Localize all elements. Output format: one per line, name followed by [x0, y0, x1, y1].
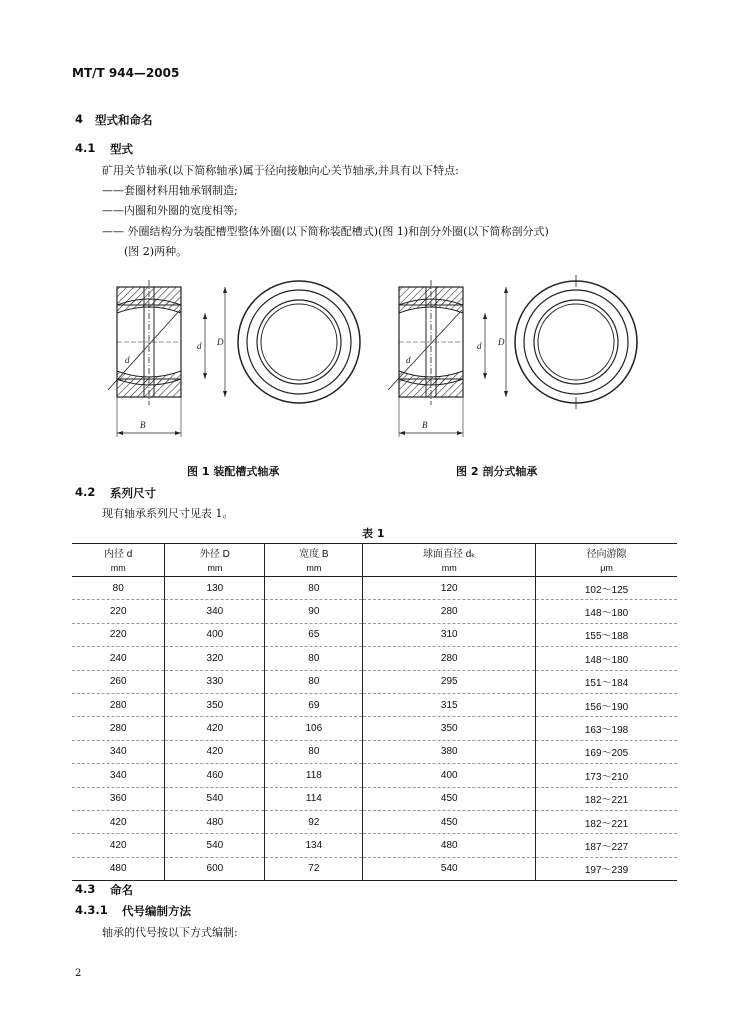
unit-cell: μm — [536, 560, 677, 577]
fig1-front-view — [238, 281, 360, 403]
bearing-series-table — [72, 543, 677, 881]
table-cell: 156～190 — [536, 693, 677, 716]
svg-text:B: B — [422, 420, 428, 430]
table-cell: 480 — [363, 834, 536, 857]
fig2-section-view — [388, 280, 508, 437]
fig2-front-view — [515, 275, 637, 409]
table-cell: 450 — [363, 787, 536, 810]
table-cell: 118 — [265, 764, 363, 787]
table-row — [72, 717, 677, 740]
table-cell: 280 — [363, 647, 536, 670]
table-cell: 240 — [72, 647, 165, 670]
table-row — [72, 764, 677, 787]
table-row — [72, 623, 677, 646]
table-body — [72, 577, 677, 881]
bearing-figures — [0, 265, 742, 440]
table-row — [72, 600, 677, 623]
table-cell: 295 — [363, 670, 536, 693]
figure-1-caption: 图 1 装配槽式轴承 — [187, 465, 280, 478]
table-row — [72, 810, 677, 833]
table-cell: 460 — [165, 764, 265, 787]
figure-2-caption: 图 2 剖分式轴承 — [456, 465, 538, 478]
table-cell: 280 — [363, 600, 536, 623]
header-radial-clearance: 径向游隙 — [536, 544, 677, 561]
table-cell: 480 — [72, 857, 165, 880]
fig1-section-view — [108, 280, 227, 437]
table-cell: 130 — [165, 577, 265, 600]
table-cell: 400 — [363, 764, 536, 787]
table-cell: 450 — [363, 810, 536, 833]
section-4-3-1-title: 代号编制方法 — [122, 904, 191, 918]
svg-text:d: d — [197, 341, 202, 351]
table-row — [72, 857, 677, 880]
table-cell: 480 — [165, 810, 265, 833]
table-cell: 106 — [265, 717, 363, 740]
table-cell: 420 — [72, 834, 165, 857]
section-4-2-number: 4.2 — [75, 485, 96, 499]
table-row — [72, 740, 677, 763]
table-cell: 80 — [72, 577, 165, 600]
table-cell: 80 — [265, 647, 363, 670]
table-row — [72, 670, 677, 693]
header-inner-diameter: 内径 d — [72, 544, 165, 561]
header-width: 宽度 B — [265, 544, 363, 561]
table-cell: 80 — [265, 740, 363, 763]
svg-text:D: D — [498, 337, 505, 347]
bullet-1: ——套圈材料用轴承钢制造; — [102, 184, 238, 197]
table-row — [72, 647, 677, 670]
table-cell: 220 — [72, 600, 165, 623]
table-cell: 420 — [165, 717, 265, 740]
table-row — [72, 787, 677, 810]
table-row — [72, 693, 677, 716]
unit-cell: mm — [265, 560, 363, 577]
svg-text:d: d — [406, 355, 411, 365]
table-cell: 148～180 — [536, 600, 677, 623]
table-cell: 360 — [72, 787, 165, 810]
section-4-title: 型式和命名 — [95, 113, 153, 127]
table-cell: 315 — [363, 693, 536, 716]
header-sphere-diameter: 球面直径 dₖ — [363, 544, 536, 561]
table-cell: 197～239 — [536, 857, 677, 880]
table-cell: 350 — [165, 693, 265, 716]
table-header-row — [72, 544, 677, 561]
table-cell: 340 — [72, 740, 165, 763]
table-cell: 173～210 — [536, 764, 677, 787]
svg-text:d: d — [125, 355, 130, 365]
table-cell: 169～205 — [536, 740, 677, 763]
table-cell: 80 — [265, 577, 363, 600]
table-cell: 182～221 — [536, 810, 677, 833]
section-4-1-intro: 矿用关节轴承(以下简称轴承)属于径向接触向心关节轴承,并具有以下特点: — [102, 164, 459, 177]
bullet-2: ——内圈和外圈的宽度相等; — [102, 204, 238, 217]
standard-number: MT/T 944—2005 — [72, 66, 180, 80]
table-title: 表 1 — [362, 527, 385, 540]
section-4-1-title: 型式 — [110, 142, 133, 156]
table-cell: 280 — [72, 717, 165, 740]
page-number: 2 — [75, 968, 82, 979]
table-cell: 540 — [165, 787, 265, 810]
header-outer-diameter: 外径 D — [165, 544, 265, 561]
unit-cell: mm — [72, 560, 165, 577]
section-4-3-title: 命名 — [110, 883, 133, 897]
table-cell: 92 — [265, 810, 363, 833]
table-cell: 151～184 — [536, 670, 677, 693]
table-cell: 310 — [363, 623, 536, 646]
table-cell: 340 — [165, 600, 265, 623]
section-4-number: 4 — [75, 112, 84, 126]
table-cell: 540 — [165, 834, 265, 857]
table-cell: 350 — [363, 717, 536, 740]
table-cell: 280 — [72, 693, 165, 716]
table-cell: 80 — [265, 670, 363, 693]
table-cell: 420 — [72, 810, 165, 833]
section-4-3-number: 4.3 — [75, 882, 96, 896]
table-cell: 540 — [363, 857, 536, 880]
table-row — [72, 834, 677, 857]
table-cell: 102～125 — [536, 577, 677, 600]
unit-cell: mm — [165, 560, 265, 577]
svg-text:D: D — [217, 337, 224, 347]
table-cell: 330 — [165, 670, 265, 693]
section-4-2-title: 系列尺寸 — [110, 486, 156, 500]
section-4-2-intro: 现有轴承系列尺寸见表 1。 — [102, 507, 234, 520]
table-cell: 148～180 — [536, 647, 677, 670]
table-row — [72, 577, 677, 600]
table-cell: 163～198 — [536, 717, 677, 740]
table-cell: 72 — [265, 857, 363, 880]
table-cell: 69 — [265, 693, 363, 716]
bullet-3: —— 外圈结构分为装配槽型整体外圈(以下简称装配槽式)(图 1)和剖分外圈(以下简称剖分式) — [102, 225, 549, 238]
table-cell: 187～227 — [536, 834, 677, 857]
table-cell: 420 — [165, 740, 265, 763]
svg-text:B: B — [140, 420, 146, 430]
table-cell: 220 — [72, 623, 165, 646]
table-cell: 600 — [165, 857, 265, 880]
bullet-3-continued: (图 2)两种。 — [124, 245, 188, 258]
table-cell: 114 — [265, 787, 363, 810]
table-units-row — [72, 560, 677, 577]
table-cell: 90 — [265, 600, 363, 623]
table-cell: 182～221 — [536, 787, 677, 810]
table-cell: 380 — [363, 740, 536, 763]
section-4-1-number: 4.1 — [75, 141, 96, 155]
table-cell: 400 — [165, 623, 265, 646]
svg-text:d: d — [477, 341, 482, 351]
table-cell: 340 — [72, 764, 165, 787]
section-4-3-1-number: 4.3.1 — [75, 903, 108, 917]
section-4-3-1-text: 轴承的代号按以下方式编制: — [102, 926, 238, 939]
table-cell: 320 — [165, 647, 265, 670]
table-cell: 120 — [363, 577, 536, 600]
unit-cell: mm — [363, 560, 536, 577]
table-cell: 134 — [265, 834, 363, 857]
table-cell: 155～188 — [536, 623, 677, 646]
table-cell: 65 — [265, 623, 363, 646]
table-cell: 260 — [72, 670, 165, 693]
